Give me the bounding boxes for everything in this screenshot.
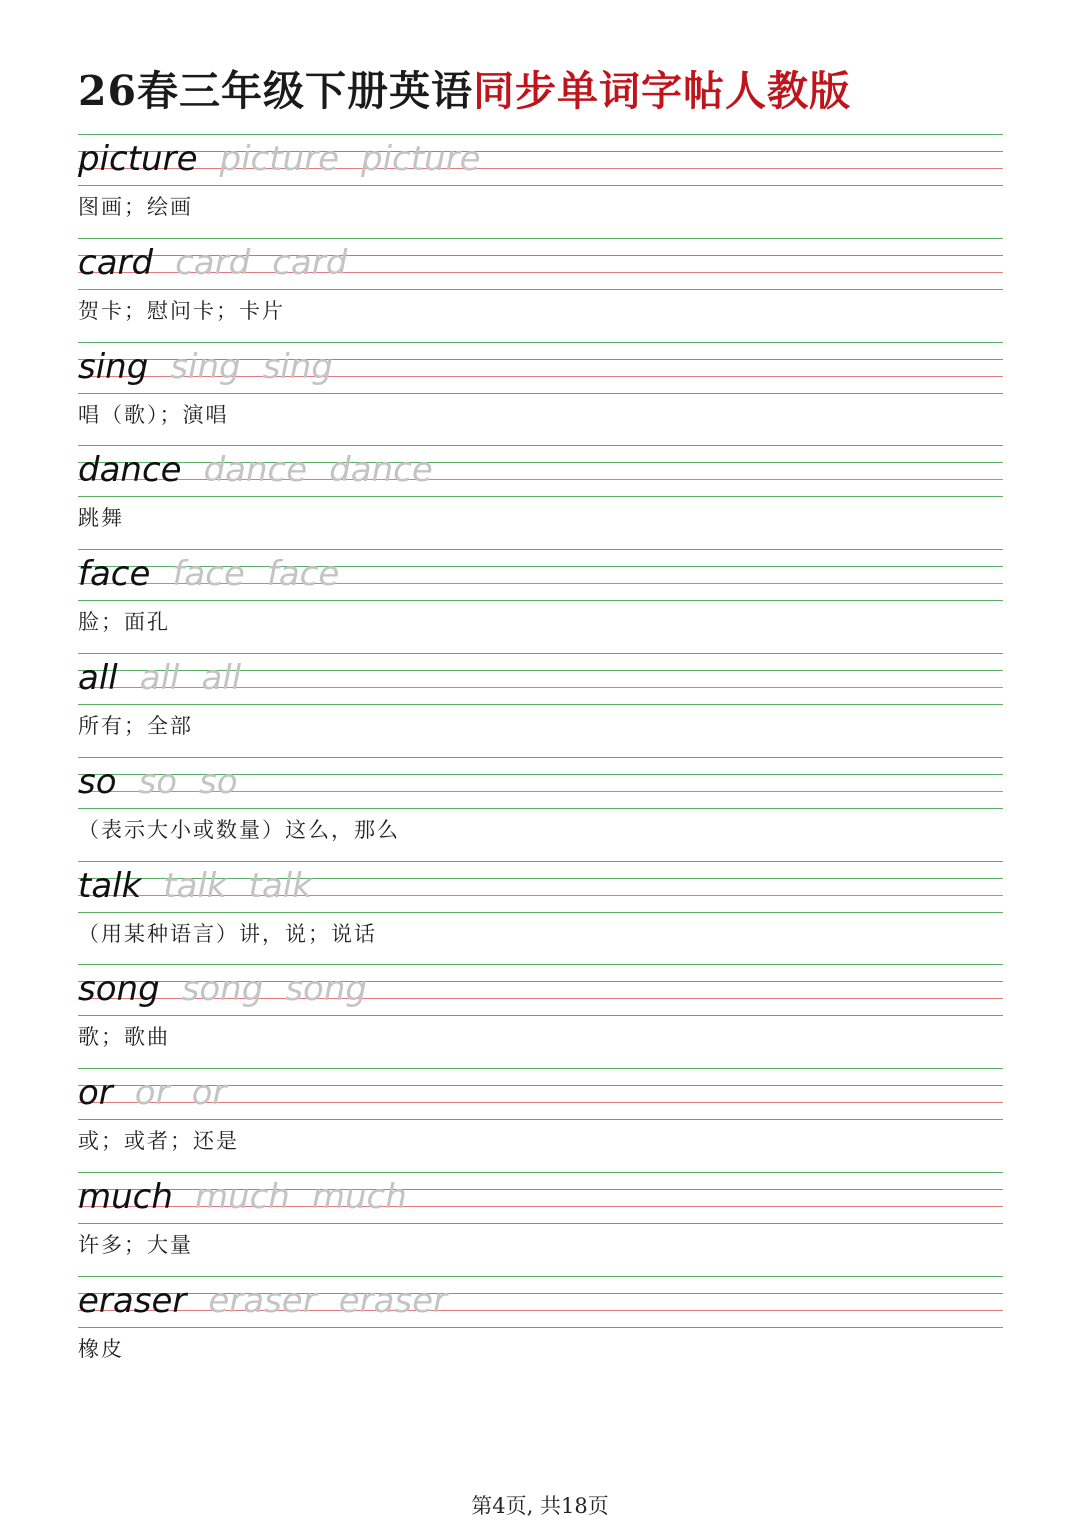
guide-line-top xyxy=(78,1068,1003,1069)
guide-line-top xyxy=(78,964,1003,965)
word-entry xyxy=(78,1172,1003,1276)
word-row xyxy=(78,551,339,597)
guide-line-top xyxy=(78,549,1003,550)
guide-line-top xyxy=(78,757,1003,758)
word-row xyxy=(78,863,312,909)
trace-word: card xyxy=(272,243,348,283)
word-entry xyxy=(78,238,1003,342)
word-text: much xyxy=(78,1177,173,1217)
word-row xyxy=(78,1174,407,1220)
trace-word: talk xyxy=(248,866,312,906)
word-row xyxy=(78,759,238,805)
word-text: face xyxy=(78,554,151,594)
word-entry xyxy=(78,1276,1003,1380)
trace-word: all xyxy=(201,658,242,698)
trace-word: or xyxy=(134,1073,170,1113)
word-entry xyxy=(78,549,1003,653)
guide-line-top xyxy=(78,445,1003,446)
guide-line-bottom xyxy=(78,704,1003,705)
word-entry xyxy=(78,134,1003,238)
word-meaning: 歌；歌曲 xyxy=(78,1025,170,1049)
word-meaning: 跳舞 xyxy=(78,506,124,530)
trace-word: card xyxy=(175,243,251,283)
trace-word: talk xyxy=(163,866,227,906)
word-entry xyxy=(78,445,1003,549)
guide-line-bottom xyxy=(78,1119,1003,1120)
word-text: sing xyxy=(78,347,149,387)
word-text: dance xyxy=(78,450,182,490)
title-part-1: 26春三年级下册英语 xyxy=(78,67,474,115)
trace-word: song xyxy=(285,969,367,1009)
guide-line-bottom xyxy=(78,1327,1003,1328)
word-text: song xyxy=(78,969,160,1009)
word-row xyxy=(78,240,347,286)
word-entry xyxy=(78,653,1003,757)
trace-word: face xyxy=(172,554,245,594)
word-entry xyxy=(78,1068,1003,1172)
guide-line-top xyxy=(78,342,1003,343)
trace-word: so xyxy=(199,762,238,802)
guide-line-bottom xyxy=(78,1015,1003,1016)
word-text: card xyxy=(78,243,154,283)
word-text: or xyxy=(78,1073,113,1113)
trace-word: all xyxy=(139,658,180,698)
word-meaning: 所有；全部 xyxy=(78,714,193,738)
word-entry xyxy=(78,757,1003,861)
title-part-2: 同步单词字帖人教版 xyxy=(473,67,852,115)
page-footer: 第4页, 共18页 xyxy=(471,1494,609,1518)
word-entry xyxy=(78,964,1003,1068)
trace-word: dance xyxy=(329,450,433,490)
guide-line-top xyxy=(78,1172,1003,1173)
trace-word: dance xyxy=(203,450,308,490)
trace-word: face xyxy=(266,554,340,594)
word-row xyxy=(78,447,433,493)
word-row xyxy=(78,966,367,1012)
word-meaning: （用某种语言）讲，说；说话 xyxy=(78,922,377,946)
word-row xyxy=(78,1070,226,1116)
trace-word: or xyxy=(191,1073,227,1113)
trace-word: much xyxy=(311,1177,407,1217)
word-text: eraser xyxy=(78,1281,187,1321)
trace-word: sing xyxy=(262,347,333,387)
word-text: all xyxy=(78,658,118,698)
guide-line-bottom xyxy=(78,393,1003,394)
word-text: picture xyxy=(78,139,198,179)
word-entry xyxy=(78,342,1003,446)
trace-word: picture xyxy=(219,139,339,179)
word-meaning: 或；或者；还是 xyxy=(78,1129,239,1153)
word-meaning: 脸；面孔 xyxy=(78,610,170,634)
trace-word: eraser xyxy=(208,1281,317,1321)
word-row xyxy=(78,655,241,701)
trace-word: sing xyxy=(170,347,241,387)
guide-line-bottom xyxy=(78,912,1003,913)
guide-line-bottom xyxy=(78,600,1003,601)
word-meaning: 许多；大量 xyxy=(78,1233,193,1257)
trace-word: much xyxy=(194,1177,290,1217)
word-meaning: 唱（歌）；演唱 xyxy=(78,403,229,427)
guide-line-top xyxy=(78,238,1003,239)
guide-line-top xyxy=(78,1276,1003,1277)
word-meaning: 橡皮 xyxy=(78,1337,124,1361)
trace-word: song xyxy=(181,969,264,1009)
word-text: talk xyxy=(78,866,142,906)
guide-line-bottom xyxy=(78,185,1003,186)
guide-line-bottom xyxy=(78,1223,1003,1224)
word-row xyxy=(78,344,333,390)
word-text: so xyxy=(78,762,117,802)
trace-word: so xyxy=(138,762,178,802)
guide-line-top xyxy=(78,861,1003,862)
guide-line-top xyxy=(78,134,1003,135)
trace-word: picture xyxy=(361,139,481,179)
word-meaning: 图画；绘画 xyxy=(78,195,193,219)
guide-line-top xyxy=(78,653,1003,654)
trace-word: eraser xyxy=(338,1281,448,1321)
guide-line-bottom xyxy=(78,496,1003,497)
word-row xyxy=(78,136,481,182)
word-entry xyxy=(78,861,1003,965)
word-meaning: 贺卡；慰问卡；卡片 xyxy=(78,299,285,323)
guide-line-bottom xyxy=(78,289,1003,290)
word-row xyxy=(78,1278,447,1324)
word-meaning: （表示大小或数量）这么，那么 xyxy=(78,818,400,842)
guide-line-bottom xyxy=(78,808,1003,809)
page-title xyxy=(78,58,851,117)
